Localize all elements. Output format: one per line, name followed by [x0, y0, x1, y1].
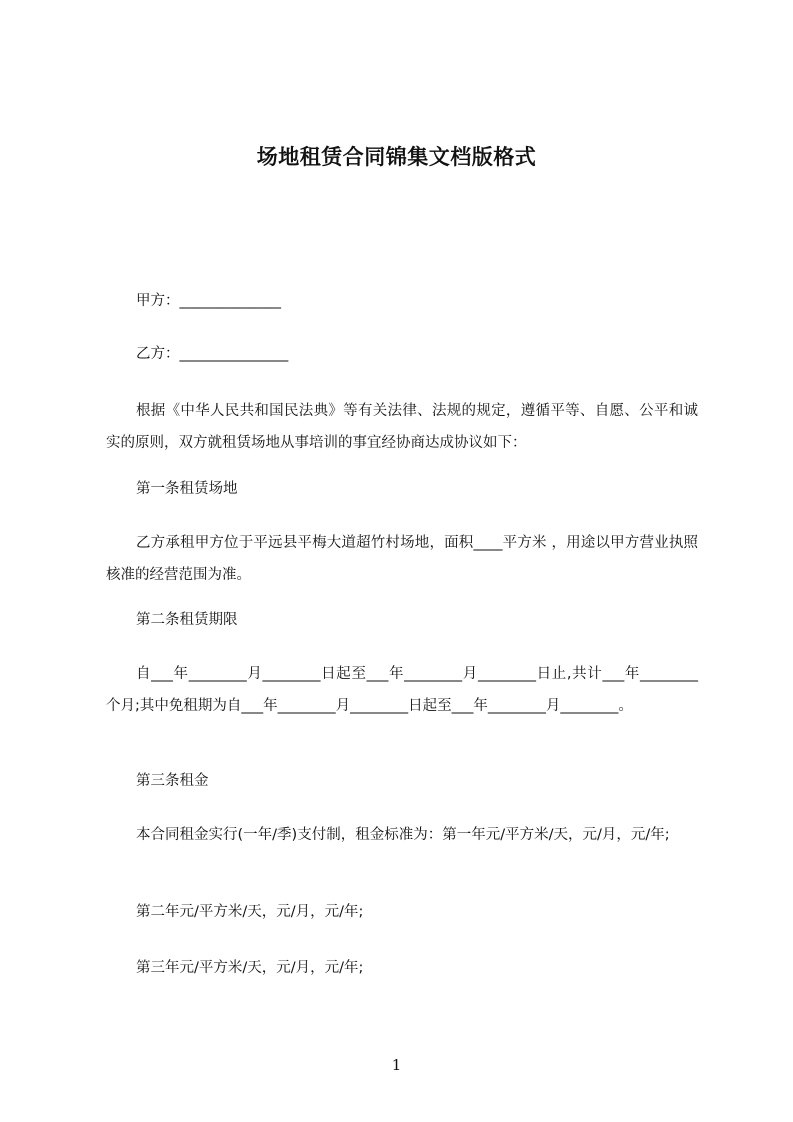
article-1-heading: 第一条租赁场地	[136, 481, 238, 497]
article-3-year-3: 第三年元/平方米/天，元/月，元/年;	[136, 960, 364, 976]
party-b-line: 乙方：_______________	[136, 346, 289, 362]
party-a-line: 甲方：______________	[136, 293, 281, 309]
preamble-paragraph: 根据《中华人民共和国民法典》等有关法律、法规的规定，遵循平等、自愿、公平和诚实的原则，双方就租赁场地从事培训的事宜经协商达成协议如下：	[106, 403, 698, 451]
article-2-heading: 第二条租赁期限	[136, 612, 238, 628]
article-3-heading: 第三条租金	[136, 773, 209, 789]
article-3-body: 本合同租金实行(一年/季)支付制，租金标准为：第一年元/平方米/天，元/月，元/年;	[136, 827, 670, 843]
document-title: 场地租赁合同锦集文档版格式	[256, 145, 537, 169]
page-number: 1	[391, 1056, 402, 1074]
article-2-body: 自___年________月________日起至___年________月________日止,共计___年________个月;其中免租期为自___年________月________日起至___年________月________。	[106, 666, 698, 714]
article-1-body: 乙方承租甲方位于平远县平梅大道超竹村场地，面积____平方米 ，用途以甲方营业执照核准的经营范围为准。	[106, 535, 698, 583]
article-3-year-2: 第二年元/平方米/天，元/月，元/年;	[136, 904, 364, 920]
